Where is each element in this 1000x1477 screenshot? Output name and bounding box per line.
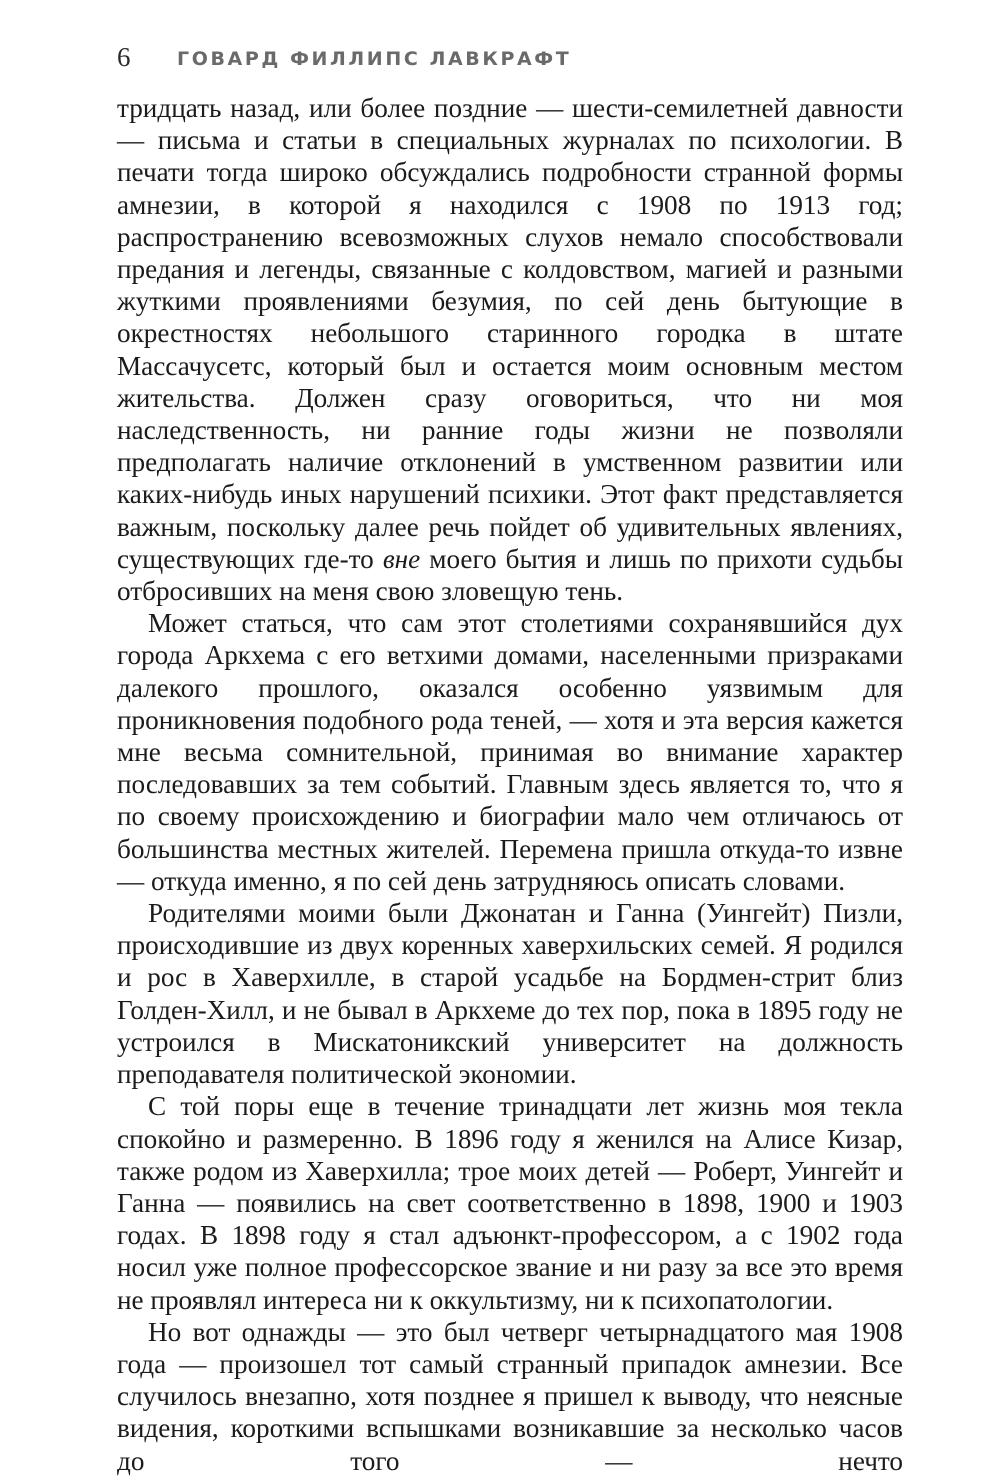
- paragraph-3: Родителями моими были Джонатан и Ганна (Уингейт) Пизли, происходившие из двух коренных хаверхильских семей. Я родился и рос в Хаверхилле, в старой усадьбе на Бордмен-стрит близ Голден-Хилл, и не бывал в Аркхеме до тех пор, пока в 1895 году не устроился в Мискатоникский университет на должность преподавателя политической экономии.: [117, 898, 903, 1090]
- paragraph-4: С той поры еще в течение тринадцати лет жизнь моя текла спокойно и размеренно. В 1896 году я женился на Алисе Кизар, также родом из Хаверхилла; трое моих детей — Роберт, Уингейт и Ганна — появились на свет соответственно в 1898, 1900 и 1903 годах. В 1898 году я стал адъюнкт-профессором, а с 1902 года носил уже полное профессорское звание и ни разу за все это время не проявлял интереса ни к оккультизму, ни к психопатологии.: [117, 1091, 903, 1315]
- running-head: [117, 40, 917, 80]
- running-head-author: ГОВАРД ФИЛЛИПС ЛАВКРАФТ: [177, 48, 572, 70]
- paragraph-1-text-end: моего бытия и лишь по прихоти судьбы отбросивших на меня свою зловещую тень.: [117, 543, 904, 607]
- paragraph-2: Может статься, что сам этот столетиями сохранявшийся дух города Аркхема с его ветхими домами, населенными призраками далекого прошлого, оказался особенно уязвимым для проникновения подобного рода теней, — хотя и эта версия кажется мне весьма сомнительной, принимая во внимание характер последовавших за тем событий. Главным здесь является то, что я по своему происхождению и биографии мало чем отличаюсь от большинства местных жителей. Перемена пришла откуда-то извне — откуда именно, я по сей день затрудняюсь описать словами.: [117, 608, 903, 896]
- page-number: 6: [117, 42, 131, 72]
- paragraph-1-text: тридцать назад, или более поздние — шести-семилетней давности — письма и статьи в специальных журналах по психологии. В печати тогда широко обсуждались подробности странной формы амнезии, в которой я находился с 1908 по 1913 год; распространению всевозможных слухов немало способствовали предания и легенды, связанные с колдовством, магией и разными жуткими проявлениями безумия, по сей день бытующие в окрестностях небольшого старинного городка в штате Массачусетс, который был и остается моим основным местом жительства. Должен сразу оговориться, что ни моя наследственность, ни ранние годы жизни не позволяли предполагать наличие отклонений в умственном развитии или каких-нибудь иных нарушений психики. Этот факт представляется важным, поскольку далее речь пойдет об удивительных явлениях, существующих где-то: [117, 93, 903, 574]
- italic-emphasis: вне: [382, 543, 421, 574]
- paragraph-1: [117, 92, 903, 607]
- paragraph-5: Но вот однажды — это был четверг четырнадцатого мая 1908 года — произошел тот самый странный припадок амнезии. Все случилось внезапно, хотя позднее я пришел к выводу, что неясные видения, короткими вспышками возникавшие за несколько часов до того — нечто: [117, 1316, 903, 1476]
- body-text: [117, 92, 903, 1477]
